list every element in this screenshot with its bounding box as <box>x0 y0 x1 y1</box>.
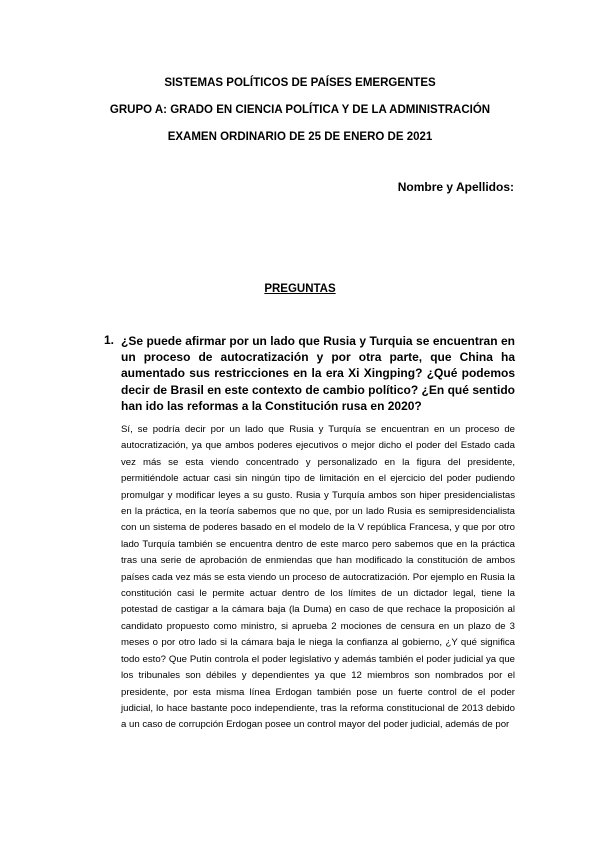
answer-text: Sí, se podría decir por un lado que Rusia y Turquía se encuentran en un proceso de autocratización, ya que ambos poderes ejecutivos o mejor dicho el poder del Estado cada vez más se esta viendo concentrado y personalizado en la figura del presidente, permitiéndole actuar casi sin ningún tipo de limitación en el ejercicio del poder pudiendo promulgar y modificar leyes a su gusto. Rusia y Turquía ambos son hiper presidencialistas en la práctica, en la teoría sabemos que no que, por un lado Rusia es semipresidencialista con un sistema de poderes basado en el modelo de la V república Francesa, y que por otro lado Turquía también se encuentra dentro de este marco pero sabemos que en la práctica tras una serie de aprobación de enmiendas que han modificado la constitución de ambos países cada vez más se esta viendo un proceso de autocratización. Por ejemplo en Rusia la constitución casi le permite actuar dentro de los límites de un dictador legal, tiene la potestad de castigar a la cámara baja (la Duma) en caso de que rechace la proposición al candidato propuesto como ministro, si aprueba 2 mociones de censura en un plazo de 3 meses o por otro lado si la cámara baja le niega la confianza al gobierno, ¿Y qué significa todo esto? Que Putin controla el poder legislativo y además también el poder judicial ya que los tribunales son débiles y dependientes ya que 12 miembros son nombrados por el presidente, por esta misma línea Erdogan también pose un fuerte control de el poder judicial, lo hace bastante poco independiente, tras la reforma constitucional de 2013 debido a un caso de corrupción Erdogan posee un control mayor del poder judicial, además de por <box>121 424 515 731</box>
course-title: SISTEMAS POLÍTICOS DE PAÍSES EMERGENTES <box>164 77 436 89</box>
section-title: PREGUNTAS <box>264 283 336 295</box>
name-label: Nombre y Apellidos: <box>397 180 514 194</box>
group-title: GRUPO A: GRADO EN CIENCIA POLÍTICA Y DE LA ADMINISTRACIÓN <box>109 104 491 116</box>
question-text: ¿Se puede afirmar por un lado que Rusia y Turquia se encuentran en un proceso de autocratización y por otra parte, que China ha aumentado sus restricciones en la era Xi Xingping? ¿Qué podemos decir de Brasil en este contexto de cambio político? ¿En qué sentido han ido las reformas a la Constitución rusa en 2020? <box>121 334 515 413</box>
question-number: 1. <box>104 333 115 347</box>
exam-title: EXAMEN ORDINARIO DE 25 DE ENERO DE 2021 <box>167 131 433 143</box>
